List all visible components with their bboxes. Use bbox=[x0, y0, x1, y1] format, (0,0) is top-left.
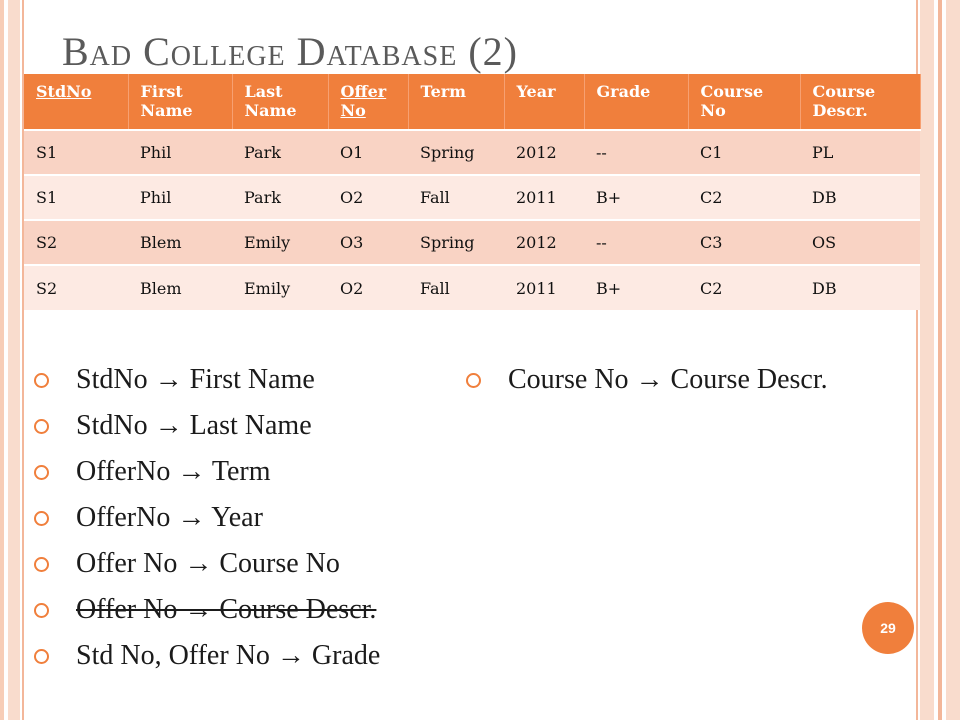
header-course-descr: Course Descr. bbox=[800, 74, 920, 130]
cell-course-descr: PL bbox=[800, 130, 920, 175]
cell-last-name: Park bbox=[232, 175, 328, 220]
cell-term: Spring bbox=[408, 130, 504, 175]
dependency-item bbox=[34, 411, 380, 457]
dependency-item bbox=[34, 549, 380, 595]
cell-year: 2012 bbox=[504, 130, 584, 175]
header-offer-no: Offer No bbox=[328, 74, 408, 130]
dependency-list-left bbox=[34, 365, 380, 687]
dependency-text: OfferNo → Year bbox=[76, 502, 263, 533]
cell-grade: B+ bbox=[584, 265, 688, 310]
bullet-circle-icon bbox=[34, 419, 49, 434]
table-row bbox=[24, 175, 920, 220]
right-decorative-border bbox=[920, 0, 960, 720]
dependency-text: Offer No → Course No bbox=[76, 548, 340, 579]
cell-course-descr: DB bbox=[800, 175, 920, 220]
cell-first-name: Blem bbox=[128, 265, 232, 310]
cell-grade: B+ bbox=[584, 175, 688, 220]
cell-term: Fall bbox=[408, 175, 504, 220]
bullet-circle-icon bbox=[34, 373, 49, 388]
header-last-name: Last Name bbox=[232, 74, 328, 130]
table-row bbox=[24, 130, 920, 175]
dependency-text: OfferNo → Term bbox=[76, 456, 271, 487]
cell-stdno: S1 bbox=[24, 130, 128, 175]
cell-course-no: C2 bbox=[688, 175, 800, 220]
cell-stdno: S2 bbox=[24, 220, 128, 265]
cell-offer-no: O3 bbox=[328, 220, 408, 265]
left-decorative-border bbox=[0, 0, 20, 720]
dependency-text: Course No → Course Descr. bbox=[508, 364, 828, 395]
cell-year: 2011 bbox=[504, 265, 584, 310]
table-row bbox=[24, 265, 920, 310]
bullet-circle-icon bbox=[34, 649, 49, 664]
dependency-text: StdNo → Last Name bbox=[76, 410, 312, 441]
cell-course-descr: OS bbox=[800, 220, 920, 265]
table-row bbox=[24, 220, 920, 265]
cell-last-name: Park bbox=[232, 130, 328, 175]
bullet-circle-icon bbox=[466, 373, 481, 388]
cell-last-name: Emily bbox=[232, 220, 328, 265]
dependency-text: StdNo → First Name bbox=[76, 364, 315, 395]
bullet-circle-icon bbox=[34, 557, 49, 572]
data-table bbox=[24, 74, 921, 310]
bullet-circle-icon bbox=[34, 465, 49, 480]
cell-grade: -- bbox=[584, 130, 688, 175]
cell-course-no: C1 bbox=[688, 130, 800, 175]
dependency-item-struck bbox=[34, 595, 380, 641]
dependency-item bbox=[466, 365, 828, 411]
table-header-row bbox=[24, 74, 920, 130]
dependency-list-right bbox=[466, 365, 828, 411]
dependency-text: Offer No → Course Descr. bbox=[76, 594, 377, 625]
cell-course-no: C3 bbox=[688, 220, 800, 265]
cell-stdno: S2 bbox=[24, 265, 128, 310]
header-course-no: Course No bbox=[688, 74, 800, 130]
cell-year: 2012 bbox=[504, 220, 584, 265]
cell-grade: -- bbox=[584, 220, 688, 265]
cell-stdno: S1 bbox=[24, 175, 128, 220]
slide-title: Bad College Database (2) bbox=[62, 29, 518, 74]
header-stdno: StdNo bbox=[24, 74, 128, 130]
cell-first-name: Phil bbox=[128, 130, 232, 175]
cell-offer-no: O1 bbox=[328, 130, 408, 175]
cell-year: 2011 bbox=[504, 175, 584, 220]
cell-offer-no: O2 bbox=[328, 265, 408, 310]
bullet-circle-icon bbox=[34, 511, 49, 526]
dependency-item bbox=[34, 641, 380, 687]
cell-course-descr: DB bbox=[800, 265, 920, 310]
cell-term: Spring bbox=[408, 220, 504, 265]
cell-term: Fall bbox=[408, 265, 504, 310]
header-year: Year bbox=[504, 74, 584, 130]
cell-course-no: C2 bbox=[688, 265, 800, 310]
page-number-badge: 29 bbox=[862, 602, 914, 654]
dependency-item bbox=[34, 503, 380, 549]
dependency-text: Std No, Offer No → Grade bbox=[76, 640, 381, 671]
cell-offer-no: O2 bbox=[328, 175, 408, 220]
dependency-item bbox=[34, 365, 380, 411]
cell-first-name: Blem bbox=[128, 220, 232, 265]
cell-first-name: Phil bbox=[128, 175, 232, 220]
header-grade: Grade bbox=[584, 74, 688, 130]
cell-last-name: Emily bbox=[232, 265, 328, 310]
header-term: Term bbox=[408, 74, 504, 130]
dependency-item bbox=[34, 457, 380, 503]
header-first-name: First Name bbox=[128, 74, 232, 130]
bullet-circle-icon bbox=[34, 603, 49, 618]
